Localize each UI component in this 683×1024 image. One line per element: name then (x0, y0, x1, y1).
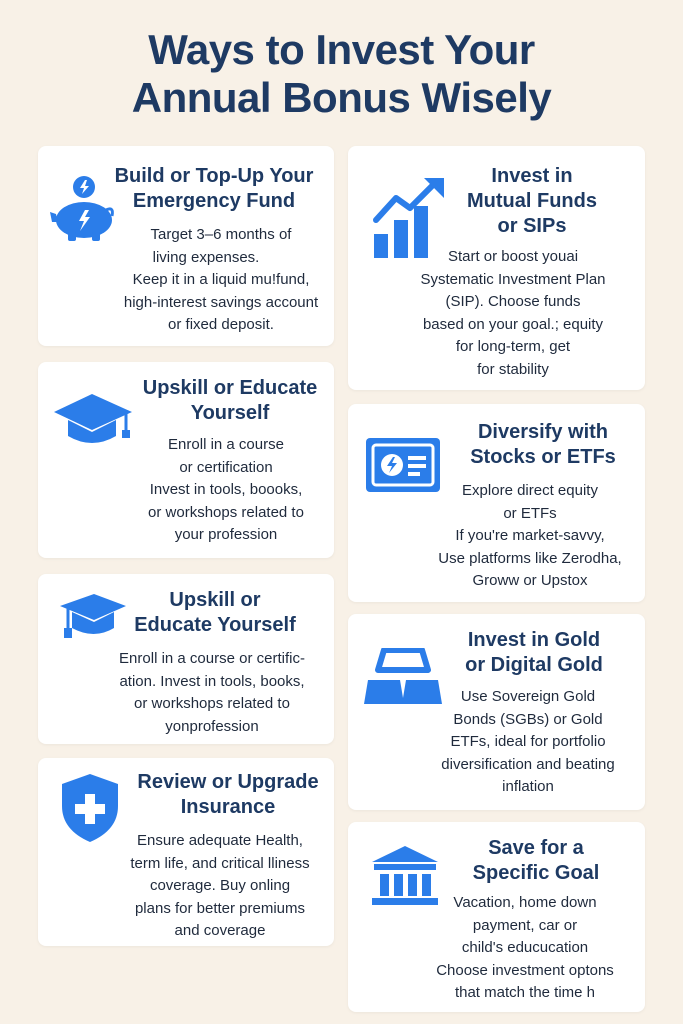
upskill-card-1 (38, 362, 334, 558)
card-heading: Invest in Mutual Funds or SIPs (467, 165, 597, 237)
card-heading: Diversify with Stocks or ETFs (470, 421, 616, 468)
card-body: Ensure adequate Health, term life, and critical lliness coverage. Buy onling plans for better premiums and coverage (130, 832, 310, 939)
card-body: Explore direct equity or ETFs If you're market-savvy, Use platforms like Zerodha, Groww or Upstox (438, 482, 622, 589)
specific-goal-card (348, 822, 645, 1012)
card-body: Target 3–6 months of living expenses. Keep it in a liquid mu!fund, high-interest savings account or fixed deposit. (123, 226, 319, 333)
title-line-1: Ways to Invest Your (148, 26, 535, 73)
card-body: Use Sovereign Gold Bonds (SGBs) or Gold ETFs, ideal for portfolio diversification and beating inflation (441, 688, 615, 795)
card-heading: Save for a Specific Goal (472, 837, 600, 884)
stocks-etfs-card (348, 404, 645, 602)
card-heading: Build or Top-Up Your Emergency Fund (114, 165, 314, 212)
card-body: Vacation, home down payment, car or child's educucation Choose investment optons that match the time h (436, 894, 614, 1001)
page-title (0, 26, 683, 122)
gold-card (348, 614, 645, 810)
card-body: Enroll in a course or certification Invest in tools, boooks, or workshops related to your profession (148, 436, 304, 543)
emergency-fund-card (38, 146, 334, 346)
card-heading: Invest in Gold or Digital Gold (465, 629, 603, 676)
card-heading: Upskill or Educate Yourself (134, 589, 296, 636)
insurance-card (38, 758, 334, 946)
graduation-cap-icon (52, 392, 134, 452)
shield-plus-icon (60, 772, 120, 844)
mutual-funds-card (348, 146, 645, 390)
card-heading: Upskill or Educate Yourself (142, 377, 318, 424)
card-body: Enroll in a course or certific- ation. Invest in tools, books, or workshops related to yonprofession (119, 650, 305, 735)
title-line-2: Annual Bonus Wisely (131, 74, 552, 121)
upskill-card-2 (38, 574, 334, 744)
card-body: Start or boost youai Systematic Investment Plan (SIP). Choose funds based on your goal.; equity for long-term, get for stability (420, 248, 606, 378)
card-heading: Review or Upgrade Insurance (137, 771, 319, 818)
